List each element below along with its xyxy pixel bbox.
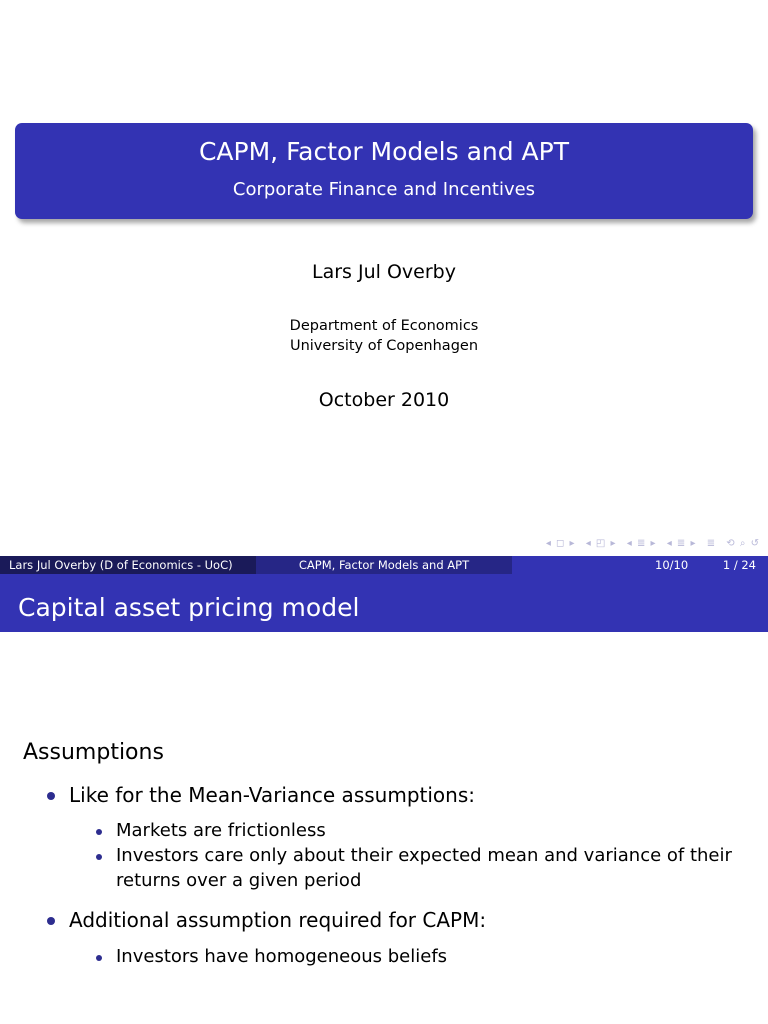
title-box bbox=[15, 123, 753, 219]
nav-document-icon[interactable]: ≣ bbox=[706, 538, 717, 549]
footer-page-number: 1 / 24 bbox=[722, 558, 756, 572]
nav-section-icon[interactable]: ◂ ≣ ▸ bbox=[666, 538, 697, 549]
nav-search-icon[interactable]: ⟲ ⌕ ↺ bbox=[726, 538, 760, 549]
list-subitem-continued: returns over a given period bbox=[116, 870, 362, 891]
list-item: Like for the Mean-Variance assumptions: bbox=[69, 783, 475, 807]
bullet-icon bbox=[96, 854, 102, 860]
bullet-icon bbox=[96, 829, 102, 835]
list-item: Additional assumption required for CAPM: bbox=[69, 908, 487, 932]
bullet-icon bbox=[96, 955, 102, 961]
bullet-icon bbox=[47, 917, 55, 925]
bullet-icon bbox=[47, 792, 55, 800]
slide-footer bbox=[0, 556, 768, 574]
content-slide bbox=[0, 556, 768, 1024]
list-subitem: Investors have homogeneous beliefs bbox=[116, 946, 448, 967]
beamer-navigation-bar bbox=[540, 538, 760, 549]
nav-subsection-icon[interactable]: ◂ ≣ ▸ bbox=[626, 538, 657, 549]
presentation-subtitle: Corporate Finance and Incentives bbox=[232, 179, 536, 200]
list-subitem: Markets are frictionless bbox=[116, 820, 326, 841]
author-name: Lars Jul Overby bbox=[312, 261, 456, 283]
list-subitem: Investors care only about their expected mean and variance of their bbox=[116, 845, 732, 866]
block-title: Assumptions bbox=[23, 740, 164, 765]
footer-author: Lars Jul Overby (D of Economics - UoC) bbox=[0, 556, 256, 574]
institute-department: Department of Economics bbox=[289, 318, 479, 334]
presentation-date: October 2010 bbox=[318, 389, 450, 411]
footer-title: CAPM, Factor Models and APT bbox=[256, 556, 512, 574]
nav-slide-icon[interactable]: ◂ ◻ ▸ bbox=[545, 538, 576, 549]
presentation-title: CAPM, Factor Models and APT bbox=[198, 137, 570, 166]
nav-frame-icon[interactable]: ◂ ◰ ▸ bbox=[585, 538, 617, 549]
institute-university: University of Copenhagen bbox=[289, 338, 479, 354]
footer-date: 10/10 bbox=[655, 558, 689, 572]
footer-right bbox=[512, 556, 768, 574]
frame-title: Capital asset pricing model bbox=[0, 574, 768, 632]
